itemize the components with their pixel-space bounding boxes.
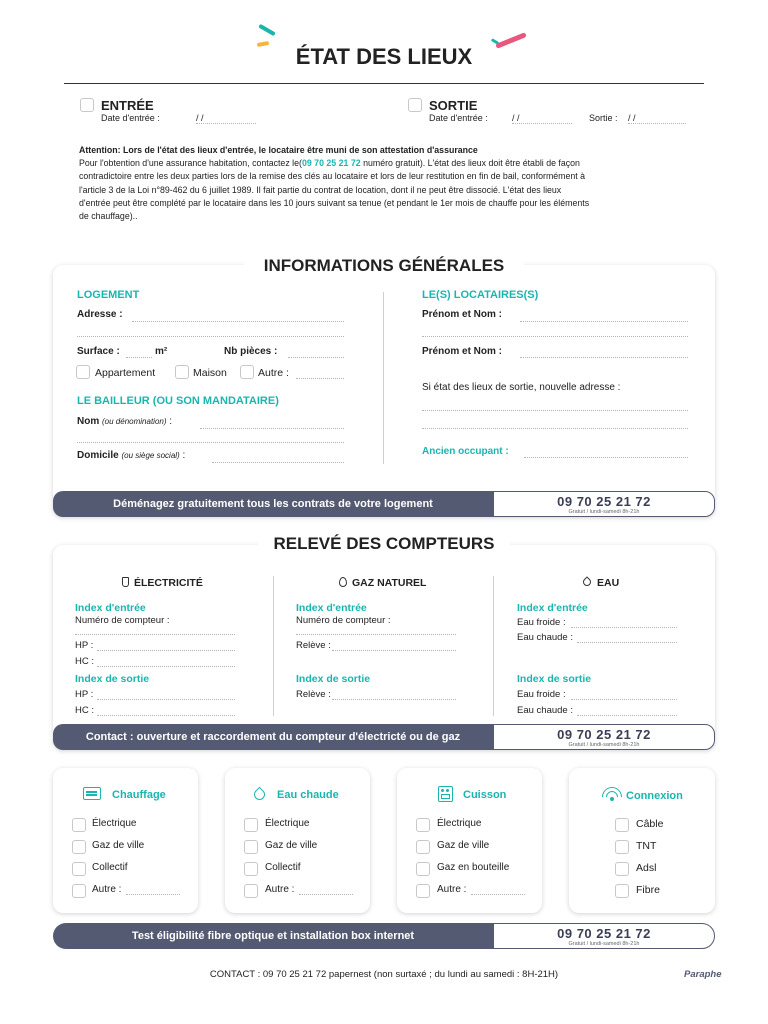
adresse-label: Adresse : bbox=[77, 309, 123, 320]
sortie-adresse-field-2[interactable] bbox=[422, 428, 688, 429]
chauffage-option-2-checkbox[interactable] bbox=[72, 840, 86, 854]
cuisson-title: Cuisson bbox=[463, 789, 507, 801]
elec-index-entree: Index d'entrée bbox=[75, 602, 146, 614]
surface-label: Surface : bbox=[77, 346, 120, 357]
chauffage-option-1-checkbox[interactable] bbox=[72, 818, 86, 832]
connexion-option-2-checkbox[interactable] bbox=[615, 840, 629, 854]
nom-field-2[interactable] bbox=[77, 442, 344, 443]
wifi-icon bbox=[602, 786, 622, 802]
appartement-label: Appartement bbox=[95, 367, 156, 379]
sortie-checkbox[interactable] bbox=[408, 98, 422, 112]
elec-numero-label: Numéro de compteur : bbox=[75, 615, 170, 626]
attention-paragraph bbox=[79, 144, 694, 223]
elec-hp-sortie-label: HP : bbox=[75, 689, 94, 700]
m2-unit: m² bbox=[155, 346, 168, 357]
maison-checkbox[interactable] bbox=[175, 365, 189, 379]
gaz-heading: GAZ NATUREL bbox=[339, 577, 426, 589]
attention-line4: d'entrée peut être complété par le locataire dans les 10 jours suivant sa tenue (et pendant le 1er mois de chauffe pour les éléments bbox=[79, 197, 590, 208]
eau-chaude-option-4: Autre : bbox=[265, 884, 295, 895]
footer-contact: CONTACT : 09 70 25 21 72 papernest (non surtaxé ; du lundi au samedi : 8H-21H) bbox=[209, 969, 559, 980]
eau-chaude-option-2-checkbox[interactable] bbox=[244, 840, 258, 854]
sortie-date-entree-field[interactable]: / / bbox=[512, 113, 572, 124]
entree-label: ENTRÉE bbox=[101, 98, 154, 113]
cuisson-autre-field[interactable] bbox=[471, 894, 525, 895]
gaz-releve-sortie-label: Relève : bbox=[296, 689, 331, 700]
locataires-heading: LE(S) LOCATAIRES(S) bbox=[422, 289, 539, 301]
gaz-index-sortie: Index de sortie bbox=[296, 673, 371, 685]
adresse-field[interactable] bbox=[132, 321, 344, 322]
prenom-nom-field-1b[interactable] bbox=[422, 336, 688, 337]
autre-logement-checkbox[interactable] bbox=[240, 365, 254, 379]
chauffage-autre-field[interactable] bbox=[126, 894, 180, 895]
eau-chaude-entree-label: Eau chaude : bbox=[517, 632, 573, 643]
chauffage-option-3: Collectif bbox=[92, 862, 128, 873]
compteurs-divider-1 bbox=[273, 576, 274, 716]
phone-number-1[interactable]: 09 70 25 21 72 bbox=[557, 494, 651, 509]
sortie-adresse-label: Si état des lieux de sortie, nouvelle adresse : bbox=[422, 382, 621, 393]
date-entree-field[interactable]: / / bbox=[196, 113, 256, 124]
attention-line5: de chauffage).. bbox=[79, 211, 138, 222]
compteurs-title: RELEVÉ DES COMPTEURS bbox=[258, 534, 510, 554]
prenom-nom-field-1[interactable] bbox=[520, 321, 688, 322]
attention-line1: Pour l'obtention d'une assurance habitation, contactez le(09 70 25 21 72 numéro gratuit). L'état des lieux doit être établi de façon bbox=[79, 158, 580, 169]
elec-hp-sortie-field[interactable] bbox=[97, 699, 235, 700]
gaz-releve-entree-field[interactable] bbox=[332, 650, 456, 651]
bailleur-heading: LE BAILLEUR (OU SON MANDATAIRE) bbox=[77, 395, 279, 407]
elec-numero-field[interactable] bbox=[75, 634, 235, 635]
eau-chaude-autre-field[interactable] bbox=[299, 894, 353, 895]
sortie-date-field[interactable]: / / bbox=[628, 113, 686, 124]
cuisson-option-3: Gaz en bouteille bbox=[437, 862, 510, 873]
elec-hc-entree-field[interactable] bbox=[97, 666, 235, 667]
compteur-contact-band: Contact : ouverture et raccordement du compteur d'électricté ou de gaz bbox=[53, 724, 493, 750]
prenom-nom-label-2: Prénom et Nom : bbox=[422, 346, 503, 357]
chauffage-option-1: Électrique bbox=[92, 818, 137, 829]
cuisson-option-1: Électrique bbox=[437, 818, 482, 829]
phone-box-1[interactable] bbox=[493, 491, 715, 517]
phone-hours-3: Gratuit / lundi-samedi 8h-21h bbox=[568, 941, 640, 947]
elec-hp-entree-label: HP : bbox=[75, 640, 94, 651]
chauffage-option-4: Autre : bbox=[92, 884, 122, 895]
eau-chaude-option-3-checkbox[interactable] bbox=[244, 862, 258, 876]
elec-hc-sortie-label: HC : bbox=[75, 705, 94, 716]
sortie-label: SORTIE bbox=[429, 98, 478, 113]
water-drop-icon bbox=[581, 576, 592, 587]
prenom-nom-label-1: Prénom et Nom : bbox=[422, 309, 503, 320]
elec-heading: ÉLECTRICITÉ bbox=[122, 577, 203, 589]
stove-icon bbox=[438, 786, 453, 802]
eau-froide-entree-label: Eau froide : bbox=[517, 617, 566, 628]
phone-hours-1: Gratuit / lundi-samedi 8h-21h bbox=[568, 509, 640, 515]
attention-line3: l'article 3 de la Loi n°89-462 du 6 juillet 1989. Il fait partie du contrat de location, dont il ne peut être dissocié. L'état des lieux bbox=[79, 184, 562, 195]
appartement-checkbox[interactable] bbox=[76, 365, 90, 379]
cuisson-option-4-checkbox[interactable] bbox=[416, 884, 430, 898]
demenagement-band: Déménagez gratuitement tous les contrats de votre logement bbox=[53, 491, 493, 517]
title-rule bbox=[64, 83, 704, 84]
logement-heading: LOGEMENT bbox=[77, 289, 140, 301]
eau-chaude-option-4-checkbox[interactable] bbox=[244, 884, 258, 898]
phone-box-3[interactable] bbox=[493, 923, 715, 949]
adresse-field-2[interactable] bbox=[77, 336, 344, 337]
cuisson-option-1-checkbox[interactable] bbox=[416, 818, 430, 832]
phone-box-2[interactable] bbox=[493, 724, 715, 750]
domicile-field[interactable] bbox=[212, 462, 344, 463]
attention-phone[interactable]: 09 70 25 21 72 bbox=[301, 158, 361, 169]
eau-chaude-option-1-checkbox[interactable] bbox=[244, 818, 258, 832]
cuisson-option-2: Gaz de ville bbox=[437, 840, 490, 851]
nom-field[interactable] bbox=[200, 428, 344, 429]
eau-chaude-sortie-label: Eau chaude : bbox=[517, 705, 573, 716]
ancien-occupant-label: Ancien occupant : bbox=[422, 446, 509, 457]
entree-checkbox[interactable] bbox=[80, 98, 94, 112]
autre-logement-field[interactable] bbox=[296, 378, 344, 379]
infos-title: INFORMATIONS GÉNÉRALES bbox=[244, 256, 524, 276]
chauffage-option-2: Gaz de ville bbox=[92, 840, 145, 851]
cuisson-option-2-checkbox[interactable] bbox=[416, 840, 430, 854]
prenom-nom-field-2[interactable] bbox=[520, 357, 688, 358]
attention-line2: contradictoire entre les deux parties lors de la remise des clés au locataire et lors de leur restitution en fin de bail, conformément à bbox=[79, 171, 586, 182]
autre-logement-label: Autre : bbox=[258, 367, 289, 379]
connexion-option-3: Adsl bbox=[636, 862, 657, 874]
nb-pieces-field[interactable] bbox=[288, 357, 344, 358]
eau-chaude-option-3: Collectif bbox=[265, 862, 301, 873]
sortie-adresse-field-1[interactable] bbox=[422, 410, 688, 411]
elec-hp-entree-field[interactable] bbox=[97, 650, 235, 651]
elec-index-sortie: Index de sortie bbox=[75, 673, 150, 685]
elec-hc-entree-label: HC : bbox=[75, 656, 94, 667]
eau-chaude-entree-field[interactable] bbox=[577, 642, 677, 643]
nom-label: Nom (ou dénomination) : bbox=[77, 416, 173, 427]
nb-pieces-label: Nb pièces : bbox=[224, 346, 278, 357]
ancien-occupant-field[interactable] bbox=[524, 457, 688, 458]
compteurs-divider-2 bbox=[493, 576, 494, 716]
eau-froide-sortie-field[interactable] bbox=[571, 699, 677, 700]
flame-icon bbox=[339, 577, 347, 587]
connexion-option-1: Câble bbox=[636, 818, 664, 830]
eau-chaude-sortie-field[interactable] bbox=[577, 715, 677, 716]
connexion-option-1-checkbox[interactable] bbox=[615, 818, 629, 832]
elec-hc-sortie-field[interactable] bbox=[97, 715, 235, 716]
cuisson-option-3-checkbox[interactable] bbox=[416, 862, 430, 876]
connexion-option-4-checkbox[interactable] bbox=[615, 884, 629, 898]
chauffage-option-4-checkbox[interactable] bbox=[72, 884, 86, 898]
eau-index-entree: Index d'entrée bbox=[517, 602, 588, 614]
gaz-numero-field[interactable] bbox=[296, 634, 456, 635]
connexion-title: Connexion bbox=[626, 790, 683, 802]
phone-hours-2: Gratuit / lundi-samedi 8h-21h bbox=[568, 742, 640, 748]
maison-label: Maison bbox=[193, 367, 227, 379]
phone-number-2[interactable]: 09 70 25 21 72 bbox=[557, 727, 651, 742]
sortie-date-label: Sortie : bbox=[589, 113, 618, 123]
paraphe-label: Paraphe bbox=[684, 969, 722, 980]
cuisson-option-4: Autre : bbox=[437, 884, 467, 895]
fibre-band: Test éligibilité fibre optique et installation box internet bbox=[53, 923, 493, 949]
plug-icon bbox=[122, 577, 129, 587]
surface-field[interactable] bbox=[126, 357, 152, 358]
page-title: ÉTAT DES LIEUX bbox=[295, 44, 473, 69]
eau-chaude-option-2: Gaz de ville bbox=[265, 840, 318, 851]
gaz-index-entree: Index d'entrée bbox=[296, 602, 367, 614]
connexion-option-4: Fibre bbox=[636, 884, 660, 896]
sortie-date-entree-label: Date d'entrée : bbox=[429, 113, 488, 123]
domicile-label: Domicile (ou siège social) : bbox=[77, 450, 186, 461]
connexion-option-2: TNT bbox=[636, 840, 657, 852]
gaz-numero-label: Numéro de compteur : bbox=[296, 615, 391, 626]
chauffage-option-3-checkbox[interactable] bbox=[72, 862, 86, 876]
connexion-option-3-checkbox[interactable] bbox=[615, 862, 629, 876]
gaz-releve-sortie-field[interactable] bbox=[332, 699, 456, 700]
chauffage-title: Chauffage bbox=[112, 789, 166, 801]
infos-divider bbox=[383, 292, 384, 464]
eau-froide-sortie-label: Eau froide : bbox=[517, 689, 566, 700]
date-entree-label: Date d'entrée : bbox=[101, 113, 160, 123]
eau-heading: EAU bbox=[583, 577, 619, 589]
phone-number-3[interactable]: 09 70 25 21 72 bbox=[557, 926, 651, 941]
radiator-icon bbox=[83, 787, 101, 800]
eau-chaude-option-1: Électrique bbox=[265, 818, 310, 829]
eau-index-sortie: Index de sortie bbox=[517, 673, 592, 685]
eau-froide-entree-field[interactable] bbox=[571, 627, 677, 628]
compteurs-card bbox=[53, 545, 715, 750]
attention-bold: Attention: Lors de l'état des lieux d'entrée, le locataire être muni de son attestation d'assurance bbox=[79, 145, 478, 155]
gaz-releve-entree-label: Relève : bbox=[296, 640, 331, 651]
eau-chaude-title: Eau chaude bbox=[277, 789, 339, 801]
